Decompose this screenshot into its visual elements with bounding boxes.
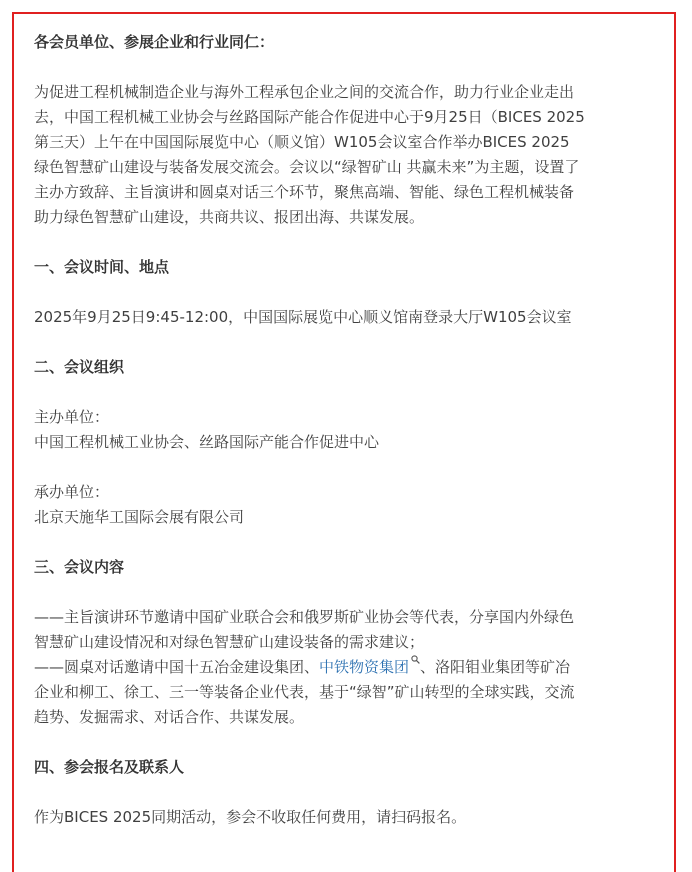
host-value: 中国工程机械工业协会、丝路国际产能合作促进中心 [34, 433, 380, 451]
content-line-part: 、洛阳钼业集团等矿冶 [420, 658, 571, 676]
intro-line: 去，中国工程机械工业协会与丝路国际产能合作促进中心于9月25日（BICES 2025 [34, 108, 585, 126]
search-icon[interactable] [411, 655, 420, 664]
host-label: 主办单位： [34, 408, 110, 426]
content-line [34, 655, 660, 680]
organizer-label: 承办单位： [34, 483, 110, 501]
content-line: 智慧矿山建设情况和对绿色智慧矿山建设装备的需求建议； [34, 633, 425, 651]
section-heading-registration: 四、参会报名及联系人 [34, 758, 185, 776]
time-place-text: 2025年9月25日9:45-12:00，中国国际展览中心顺义馆南登录大厅W105会议室 [34, 308, 572, 326]
section-heading-organization: 二、会议组织 [34, 358, 125, 376]
intro-line: 助力绿色智慧矿山建设，共商共议、报团出海、共谋发展。 [34, 208, 425, 226]
content-line: ——主旨演讲环节邀请中国矿业联合会和俄罗斯矿业协会等代表，分享国内外绿色 [34, 608, 575, 626]
section-heading-time-place: 一、会议时间、地点 [34, 258, 170, 276]
organizer-value: 北京天施华工国际会展有限公司 [34, 508, 245, 526]
intro-line: 为促进工程机械制造企业与海外工程承包企业之间的交流合作，助力行业企业走出 [34, 83, 575, 101]
intro-line: 主办方致辞、主旨演讲和圆桌对话三个环节，聚焦高端、智能、绿色工程机械装备 [34, 183, 575, 201]
intro-line: 绿色智慧矿山建设与装备发展交流会。会议以“绿智矿山 共赢未来”为主题，设置了 [34, 158, 580, 176]
intro-line: 第三天）上午在中国国际展览中心（顺义馆）W105会议室合作举办BICES 2025 [34, 133, 570, 151]
content-line: 企业和柳工、徐工、三一等装备企业代表，基于“绿智”矿山转型的全球实践，交流 [34, 683, 575, 701]
company-link[interactable]: 中铁物资集团 [319, 658, 410, 676]
article-body [34, 30, 660, 830]
content-line-part: ——圆桌对话邀请中国十五冶金建设集团、 [34, 658, 320, 676]
content-line: 趋势、发掘需求、对话合作、共谋发展。 [34, 708, 305, 726]
section-heading-content: 三、会议内容 [34, 558, 125, 576]
registration-text: 作为BICES 2025同期活动，参会不收取任何费用，请扫码报名。 [34, 808, 467, 826]
greeting: 各会员单位、参展企业和行业同仁： [34, 33, 275, 51]
